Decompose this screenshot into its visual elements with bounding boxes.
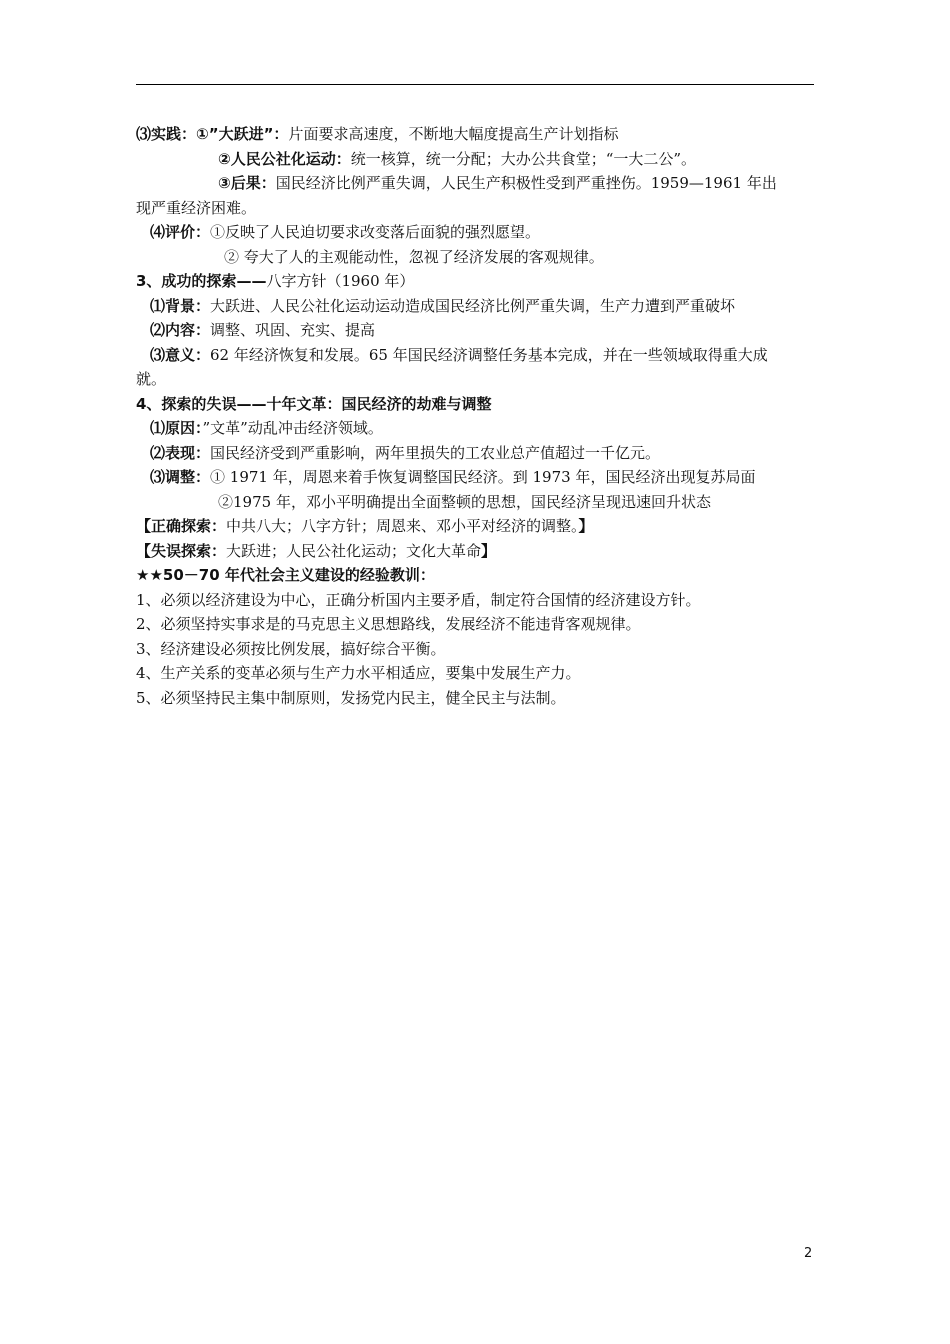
correct-exploration-line — [136, 514, 816, 539]
performance-label: ⑵表现： — [150, 443, 211, 462]
evaluation-label: ⑷评价： — [150, 223, 211, 241]
cause-label: ⑴原因： — [150, 419, 203, 437]
lessons-heading — [136, 563, 816, 588]
background-text: 大跃进、人民公社化运动运动造成国民经济比例严重失调，生产力遭到严重破坏 — [210, 296, 736, 315]
section-3-background — [136, 294, 816, 319]
document-body — [136, 122, 816, 710]
correct-exploration-close: 】 — [578, 517, 594, 535]
section-3-meaning — [136, 343, 816, 368]
lessons-title: ★★50－70 年代社会主义建设的经验教训： — [136, 566, 435, 584]
practice-line-3 — [136, 171, 816, 196]
lesson-item: 1、必须以经济建设为中心，正确分析国内主要矛盾，制定符合国情的经济建设方针。 — [136, 590, 701, 609]
practice-line-1 — [136, 122, 816, 147]
practice-line-4 — [136, 196, 816, 221]
adjust-text-1: ① 1971 年，周恩来着手恢复调整国民经济。到 1973 年，国民经济出现复苏局面 — [210, 468, 756, 486]
evaluation-line-2 — [136, 245, 816, 270]
content-label: ⑵内容： — [150, 321, 211, 339]
meaning-label: ⑶意义： — [150, 345, 211, 364]
page-number: 2 — [804, 1246, 813, 1261]
section-3-heading — [136, 269, 816, 294]
section-3-title-rest: 八字方针（1960 年） — [266, 272, 415, 290]
lesson-item: 3、经济建设必须按比例发展，搞好综合平衡。 — [136, 639, 446, 658]
cause-text: ”文革”动乱冲击经济领域。 — [202, 419, 383, 437]
section-4-title: 4、探索的失误——十年文革：国民经济的劫难与调整 — [136, 394, 492, 413]
content-text: 调整、巩固、充实、提高 — [210, 321, 376, 339]
section-4-heading — [136, 392, 816, 417]
meaning-text-b: 就。 — [136, 370, 167, 388]
section-4-performance — [136, 441, 816, 466]
adjust-label: ⑶调整： — [150, 468, 211, 486]
lesson-item: 5、必须坚持民主集中制原则，发扬党内民主，健全民主与法制。 — [136, 688, 566, 707]
evaluation-item-2: ② 夸大了人的主观能动性，忽视了经济发展的客观规律。 — [224, 247, 604, 266]
commune-title: ②人民公社化运动： — [218, 149, 351, 168]
adjust-text-2: ②1975 年，邓小平明确提出全面整顿的思想，国民经济呈现迅速回升状态 — [218, 492, 711, 511]
lesson-item: 2、必须坚持实事求是的马克思主义思想路线，发展经济不能违背客观规律。 — [136, 615, 641, 633]
consequence-text-a: 国民经济比例严重失调，人民生产积极性受到严重挫伤。1959—1961 年出 — [275, 174, 777, 192]
correct-exploration-label: 【正确探索： — [136, 517, 227, 535]
background-label: ⑴背景： — [150, 296, 211, 315]
lesson-item: 4、生产关系的变革必须与生产力水平相适应，要集中发展生产力。 — [136, 664, 581, 682]
performance-text: 国民经济受到严重影响，两年里损失的工农业总产值超过一千亿元。 — [210, 443, 661, 462]
practice-label: ⑶实践： — [136, 125, 197, 143]
header-rule — [136, 84, 814, 85]
consequence-title: ③后果： — [218, 174, 276, 192]
section-4-adjust-2 — [136, 490, 816, 515]
evaluation-item-1: ①反映了人民迫切要求改变落后面貌的强烈愿望。 — [210, 223, 541, 241]
mistake-exploration-close: 】 — [481, 541, 497, 560]
practice-line-2 — [136, 147, 816, 172]
correct-exploration-text: 中共八大；八字方针；周恩来、邓小平对经济的调整。 — [226, 517, 579, 535]
commune-text: 统一核算，统一分配；大办公共食堂；“一大二公”。 — [350, 149, 697, 168]
great-leap-text: 片面要求高速度，不断地大幅度提高生产计划指标 — [288, 125, 619, 143]
great-leap-title: ①”大跃进”： — [196, 125, 289, 143]
mistake-exploration-line — [136, 539, 816, 564]
section-3-content — [136, 318, 816, 343]
meaning-text-a: 62 年经济恢复和发展。65 年国民经济调整任务基本完成，并在一些领域取得重大成 — [210, 345, 768, 364]
mistake-exploration-label: 【失误探索： — [136, 541, 227, 560]
section-4-cause — [136, 416, 816, 441]
consequence-text-b: 现严重经济困难。 — [136, 198, 257, 217]
evaluation-line-1 — [136, 220, 816, 245]
section-3-meaning-cont — [136, 367, 816, 392]
section-4-adjust-1 — [136, 465, 816, 490]
mistake-exploration-text: 大跃进；人民公社化运动；文化大革命 — [226, 541, 482, 560]
section-3-title: 3、成功的探索—— — [136, 272, 267, 290]
